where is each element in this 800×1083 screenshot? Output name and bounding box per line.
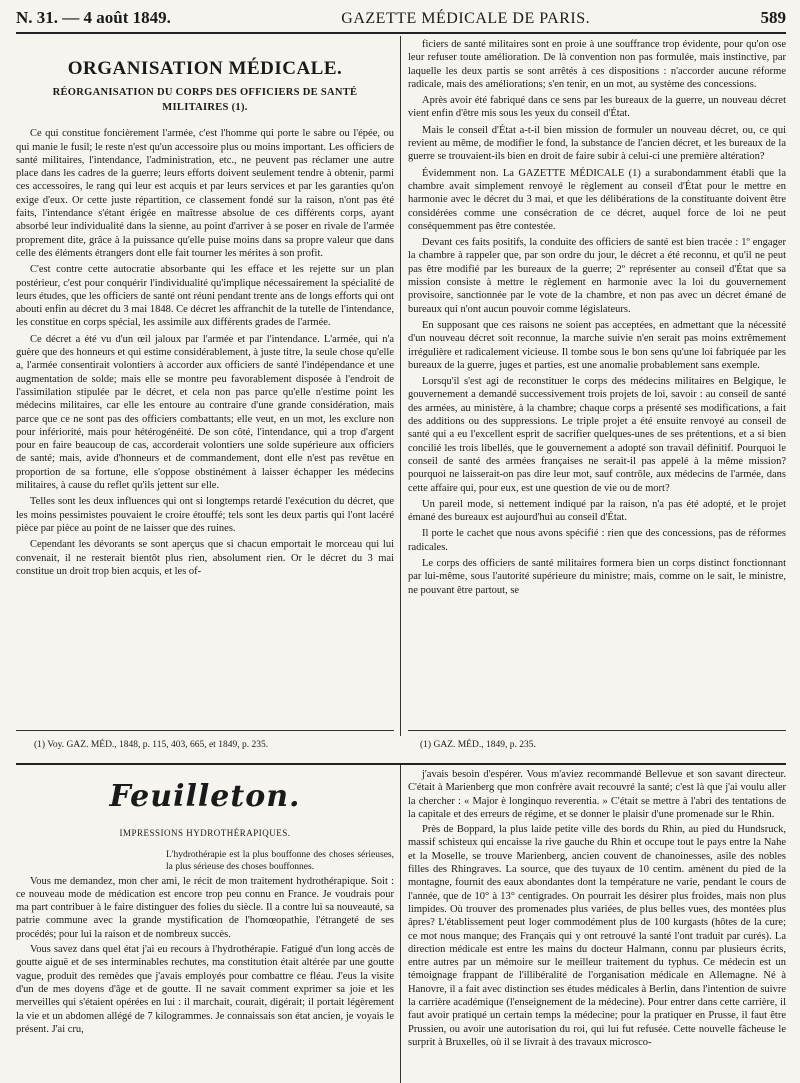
paragraph: Près de Boppard, la plus laide petite ville des bords du Rhin, au pied du Hundsruck, massif schisteux qui encaisse la rive gauche du Rhin et occupe tout le pays entre la Nahe et la Moselle, se trouve Marienberg, ancien couvent de chanoinesses, asile des nobles filles des Rhingraves. La source, que des tuyaux de 10 centim. amènent du pied de la montagne, fournit des eaux abondantes dont la température ne varie, pendant le cours de l'année, que de 10° à 13° centigrades. On pourrait les désirer plus froides, mais non plus limpides. Où trouver des promenades plus variées, de plus belles vues, des montées plus âpres? L'établissement peut loger commodément plus de 100 kurgasts (hôtes de la cure; ce mot nous manque; des Français qui y ont retrouvé la santé l'ont traduit par curés). La direction médicale est entre les mains du docteur Halmann, connu par plusieurs écrits, entre autres par un mémoire sur le meilleur traitement du typhus. Ce médecin est un témoignage frappant de l'illibéralité de l'organisation médicale en Allemagne. Né à Hanovre, il a fait avec distinction ses études médicales à Berlin, dans l'intention de suivre la carrière académique (l'enseignement de la médecine). Pour entrer dans cette carrière, il faut avoir pratiqué un certain temps la médecine; pour la pratiquer en Prusse, il faut être Prussien, ou avoir une autorisation du roi, qui lui fut refusée. Cette nouvelle fâcheuse le surprit à Bruxelles, où il se livrait à des travaux microsco- [408,824,786,1048]
article-subtitle: RÉORGANISATION DU CORPS DES OFFICIERS DE SANTÉ MILITAIRES (1). [52,87,358,114]
paragraph: En supposant que ces raisons ne soient pas acceptées, en admettant que la nécessité d'un nouveau décret soit reconnue, la marche suivie n'en serait pas moins extrêmement irrégulière et radicalement vicieuse. Il tombe sous le bon sens qu'une loi fabriquée par les bureaux de la guerre, juges et parties, est une anomalie probablement sans exemple. [408,319,786,371]
footnote-rule-right [408,730,786,731]
paragraph: Devant ces faits positifs, la conduite des officiers de santé est bien tracée : 1º engager la chambre à rappeler que, par son ordre du jour, le décret a été reconnu, et qu'il ne peut pas être modifié par les bureaux de la guerre; 2º représenter au conseil d'État que sa mission consiste à mettre le règlement en harmonie avec la loi du gouvernement provisoire, sanctionnée par le vote de la chambre, et non pas avec un décret émané de bureaux qui n'ont aucun pouvoir comme législateurs. [408,237,786,315]
paragraph: Évidemment non. La GAZETTE MÉDICALE (1) a surabondamment établi que la chambre avait simplement renvoyé le règlement au conseil d'État pour le mettre en harmonie avec le décret du 3 mai, et que les délibérations de la constituante doivent être considérées comme une consécration de ce décret, auquel force de loi ne peut conséquemment pas être contestée. [408,167,786,232]
feuilleton-rule [16,763,786,765]
article-left-column [16,38,394,728]
paragraph: Ce décret a été vu d'un œil jaloux par l'armée et par l'intendance. L'armée, qui n'a guère que des honneurs et qui estime considérablement, à juste titre, la seule chose qu'elle a, l'armée consentirait volontiers à accorder aux officiers de santé l'indépendance et une augmentation de solde; mais elle se montre peu favorablement disposée à l'endroit de l'assimilation stipulée par le décret, et cela non pas parce qu'elle n'estime point les médecins militaires, car elle les entoure au contraire d'une grande considération, mais parce que ce ne sont pas des officiers combattants; elle veut, en un mot, les exclure non pour infériorité, mais pour hétérogénéité. De son côté, l'intendance, qui a trop d'argent pour en faire beaucoup de cas, accorderait volontiers une solde supérieure aux officiers de santé; mais, avide d'honneurs et de commandement, dont elle n'est pas revêtue en proportion de sa fortune, elle s'oppose obstinément à laisser échapper les médecins militaires, à cause du reflet qu'ils jettent sur elle. [16,333,394,492]
paragraph: Vous savez dans quel état j'ai eu recours à l'hydrothérapie. Fatigué d'un long accès de goutte aiguë et de ses interminables rechutes, ma constitution était altérée par une goutte vague, produit des remèdes que j'avais employés pour combattre ce fléau. J'eus la visite d'un de mes doyens d'âge et de goutte. Il ne savait comment exprimer sa joie et les merveilles qui s'étaient opérées en lui : il marchait, courait, digérait; il portait légèrement la vie et un abdomen allégé de 7 kilogrammes. Je connaissais son état ancien, je voyais le présent. J'ai cru, [16,944,394,1035]
footnote-right: (1) GAZ. MÉD., 1849, p. 235. [420,740,536,750]
paragraph: j'avais besoin d'espérer. Vous m'aviez recommandé Bellevue et son savant directeur. C'était à Marienberg que mon confrère avait recouvré la santé; c'est là que j'ai voulu aller la chercher : « Major è longinquo reverentia. » C'était se mettre à l'abri des tentations de la capitale et des erreurs de régime, et se donner le plaisir d'une promenade sur le Rhin. [408,769,786,820]
paragraph: Cependant les dévorants se sont aperçus que si chacun emportait le morceau qui lui convenait, il ne resterait bientôt plus rien, absolument rien. Or le décret du 3 mai constitue un droit trop bien acquis, et les of- [16,539,394,577]
feuilleton-left-paragraphs [16,875,394,1037]
epigraph: L'hydrothérapie est la plus bouffonne des choses sérieuses, la plus sérieuse des choses bouffonnes. [166,849,394,872]
footnote-left: (1) Voy. GAZ. MÉD., 1848, p. 115, 403, 665, et 1849, p. 235. [34,740,269,750]
paragraph: Mais le conseil d'État a-t-il bien mission de formuler un nouveau décret, ou, ce qui revient au même, de modifier le fond, la substance de l'ancien décret, et les bureaux de la guerre se trouvaient-ils bien en droit de faire subir à celui-ci une première altération? [408,124,786,163]
header-rule [16,32,786,34]
paragraph: Telles sont les deux influences qui ont si longtemps retardé l'exécution du décret, que les moins pessimistes pouvaient le croire étouffé; tels sont les deux partis qui l'ont lacéré pièce par pièce au point de ne laisser que des ruines. [16,496,394,534]
column-divider [400,36,401,736]
paragraph: Le corps des officiers de santé militaires formera bien un corps distinct fonctionnant par lui-même, sous l'autorité supérieure du ministre; mais, comme on le sait, le ministre, ne pouvant être partout, se [408,557,786,596]
page-number: 589 [760,8,786,27]
page-header [16,8,786,30]
paragraph: Après avoir été fabriqué dans ce sens par les bureaux de la guerre, un nouveau décret vient enfin d'être mis sous les yeux du conseil d'État. [408,95,786,120]
article-right-column [408,38,786,728]
paragraph: Il porte le cachet que nous avons spécifié : rien que des concessions, pas de réformes radicales. [408,528,786,553]
journal-title: GAZETTE MÉDICALE DE PARIS. [341,10,591,27]
left-paragraphs [16,127,394,578]
feuilleton-heading: IMPRESSIONS HYDROTHÉRAPIQUES. [119,828,291,839]
paragraph: Un pareil mode, si nettement indiqué par la raison, n'a pas été adopté, et le projet émané des bureaux est aujourd'hui au conseil d'État. [408,498,786,524]
feuilleton-left-column [16,768,394,1080]
feuilleton-right-column [408,768,786,1080]
paragraph: ficiers de santé militaires sont en proie à une souffrance trop évidente, pour qu'on ose leur refuser toute amélioration. De là convention non pas formulée, mais instinctive, par laquelle les deux partis se sont arrêtés à ces dispositions : n'accorder aucune réforme radicale, mais des améliorations; s'en tenir, en un mot, au système des concessions. [408,39,786,90]
paragraph: Ce qui constitue foncièrement l'armée, c'est l'homme qui porte le sabre ou l'épée, ou qui manie le fusil; le reste n'est qu'un accessoire plus ou moins important. Les officiers de santé militaires, l'intendance, l'administration, etc., ne peuvent pas réclamer une autre place dans les cadres de la guerre; leurs efforts doivent seulement tendre à obtenir, parmi ces accessoires, le rang qui leur est acquis et par leurs services et par les garanties qu'on exige d'eux. Or cette juste répartition, ce classement fondé sur la raison, n'ont pas été faits, l'intendance s'étant érigée en maîtresse absolue de ces différents corps, ayant absorbé leur individualité dans la sienne, au point d'arriver à se poser en rivale de l'armée proprement dite, grâce à la puissance qu'elle puise moins dans sa propre valeur que dans celle des éléments étrangers dont elle fait tourner les mérites à son profit. [16,128,394,259]
right-paragraphs [408,38,786,597]
feuilleton-right-paragraphs [408,768,786,1049]
footnote-rule-left [16,730,394,731]
paragraph: Vous me demandez, mon cher ami, le récit de mon traitement hydrothérapique. Soit : ce nouveau mode de médication est encore trop peu connu en France. Je voudrais pour ma part contribuer à le faire distinguer des folies du siècle. Il a contre lui sa nouveauté, sa patrie commune avec la grande mystification de l'homœopathie, l'étrangeté de ses procédés; pour lui la raison et de nombreux succès. [16,875,394,940]
paragraph: C'est contre cette autocratie absorbante qui les efface et les rejette sur un plan postérieur, c'est pour conquérir l'individualité qu'implique nécessairement la spécialité de leurs études, que les officiers de santé ont réuni pendant trente ans de longs efforts qui ont abouti enfin au décret du 3 mai 1848. Ce décret les affranchit de la tutelle de l'intendance, les constitue en corps spécial, les assimile aux différents grades de l'armée. [16,264,394,329]
feuilleton-divider [400,765,401,1083]
paragraph: Lorsqu'il s'est agi de reconstituer le corps des médecins militaires en Belgique, le gouvernement a demandé successivement trois projets de loi, savoir : au conseil de santé des armées, au ministère, à la chambre; chaque corps a présenté ses modifications, a fait des additions ou des suppressions. Le triple projet a été ensuite renvoyé au conseil de santé qui a eu l'excellent esprit de sacrifier quelques-unes de ses prétentions, et a si bien concilié les trois libellés, que le gouvernement a adopté son travail définitif. Pourquoi le conseil de santé des armées françaises ne serait-il pas appelé à la même mission? pourquoi ne laisserait-on pas dire leur mot, sauf contrôle, aux médecins de l'armée, dans cette affaire qui, pour eux, est une question de vie ou de mort? [408,376,786,494]
issue-number: N. 31. — 4 août 1849. [16,8,171,27]
section-title: ORGANISATION MÉDICALE. [67,58,343,79]
feuilleton-title: Feuilleton. [109,779,301,814]
